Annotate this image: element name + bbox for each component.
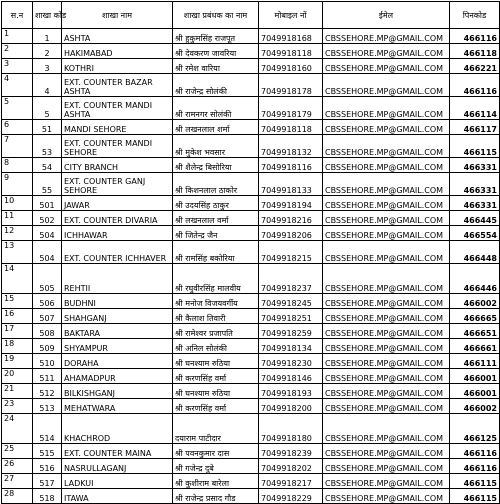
pincode-cell: 466331 [450, 158, 500, 173]
branch-code-cell: 505 [33, 264, 62, 294]
sn-cell: 25 [2, 444, 33, 459]
branch-code-cell: 2 [33, 44, 62, 59]
branch-name-cell: SHAHGANJ [62, 309, 173, 324]
mobile-cell: 7049918259 [259, 324, 323, 339]
mobile-cell: 7049918216 [259, 211, 323, 226]
email-cell: CBSSEHORE.MP@GMAIL.COM [323, 384, 450, 399]
email-cell: CBSSEHORE.MP@GMAIL.COM [323, 444, 450, 459]
branch-name-cell: DORAHA [62, 354, 173, 369]
pincode-cell: 466445 [450, 211, 500, 226]
mobile-cell: 7049918237 [259, 264, 323, 294]
manager-name-cell: श्री मनोज विजयवर्गीय [173, 294, 259, 309]
mobile-cell: 7049918230 [259, 354, 323, 369]
sn-cell: 7 [2, 135, 33, 158]
manager-name-cell: दयाराम पाटीदार [173, 414, 259, 444]
email-cell: CBSSEHORE.MP@GMAIL.COM [323, 241, 450, 264]
pincode-cell: 466331 [450, 196, 500, 211]
branch-code-cell: 51 [33, 120, 62, 135]
email-cell: CBSSEHORE.MP@GMAIL.COM [323, 264, 450, 294]
email-cell: CBSSEHORE.MP@GMAIL.COM [323, 354, 450, 369]
branch-code-cell: 1 [33, 29, 62, 44]
table-row [2, 384, 500, 399]
manager-name-cell: श्री पवनकुमार दास [173, 444, 259, 459]
header-code: शाखा कोड [33, 2, 62, 29]
pincode-cell: 466111 [450, 354, 500, 369]
sn-cell: 3 [2, 59, 33, 74]
branch-code-cell: 513 [33, 399, 62, 414]
pincode-cell: 466002 [450, 399, 500, 414]
branch-code-cell: 502 [33, 211, 62, 226]
email-cell: CBSSEHORE.MP@GMAIL.COM [323, 196, 450, 211]
manager-name-cell: श्री उदयसिंह ठाकुर [173, 196, 259, 211]
branch-code-cell: 55 [33, 173, 62, 196]
email-cell: CBSSEHORE.MP@GMAIL.COM [323, 459, 450, 474]
sn-cell: 28 [2, 489, 33, 504]
branch-name-cell: ASHTA [62, 29, 173, 44]
manager-name-cell: श्री करणसिंह वर्मा [173, 399, 259, 414]
branch-name-cell: KOTHRI [62, 59, 173, 74]
branch-name-cell: LADKUI [62, 474, 173, 489]
header-manager: शाखा प्रबंधक का नाम [173, 2, 259, 29]
branch-name-cell: EXT. COUNTER MANDI SEHORE [62, 135, 173, 158]
table-row [2, 309, 500, 324]
mobile-cell: 7049918202 [259, 459, 323, 474]
sn-cell: 24 [2, 414, 33, 444]
manager-name-cell: श्री गजेन्द्र दुबे [173, 459, 259, 474]
table-row [2, 324, 500, 339]
mobile-cell: 7049918245 [259, 294, 323, 309]
header-mobile: मोबाइल नों [259, 2, 323, 29]
mobile-cell: 7049918217 [259, 474, 323, 489]
table-row [2, 294, 500, 309]
table-body [2, 29, 500, 504]
email-cell: CBSSEHORE.MP@GMAIL.COM [323, 74, 450, 97]
branch-name-cell: SHYAMPUR [62, 339, 173, 354]
branch-name-cell: HAKIMABAD [62, 44, 173, 59]
sn-cell: 4 [2, 74, 33, 97]
branch-name-cell: CITY BRANCH [62, 158, 173, 173]
sn-cell: 8 [2, 158, 33, 173]
branch-name-cell: AHAMADPUR [62, 369, 173, 384]
mobile-cell: 7049918132 [259, 135, 323, 158]
table-row [2, 196, 500, 211]
table-row [2, 211, 500, 226]
manager-name-cell: श्री रामेश्वर प्रजापति [173, 324, 259, 339]
branch-name-cell: ITAWA [62, 489, 173, 504]
table-row [2, 414, 500, 444]
sn-cell: 11 [2, 211, 33, 226]
table-row [2, 29, 500, 44]
mobile-cell: 7049918178 [259, 74, 323, 97]
pincode-cell: 466118 [450, 44, 500, 59]
header-email: ईमेल [323, 2, 450, 29]
table-row [2, 354, 500, 369]
pincode-cell: 466661 [450, 339, 500, 354]
header-row [2, 2, 500, 29]
branch-code-cell: 517 [33, 474, 62, 489]
branch-code-cell: 4 [33, 74, 62, 97]
table-row [2, 44, 500, 59]
branch-name-cell: BAKTARA [62, 324, 173, 339]
sn-cell: 6 [2, 120, 33, 135]
header-name: शाखा नाम [62, 2, 173, 29]
pincode-cell: 466125 [450, 414, 500, 444]
email-cell: CBSSEHORE.MP@GMAIL.COM [323, 489, 450, 504]
manager-name-cell: श्री घनश्याम रुठिया [173, 354, 259, 369]
manager-name-cell: श्री लखनलाल वर्मा [173, 211, 259, 226]
branch-name-cell: MANDI SEHORE [62, 120, 173, 135]
manager-name-cell: श्री राजेन्द्र सोलंकी [173, 74, 259, 97]
branch-name-cell: MEHATWARA [62, 399, 173, 414]
manager-name-cell: श्री लखनलाल शर्मा [173, 120, 259, 135]
table-row [2, 339, 500, 354]
branch-name-cell: ICHHAWAR [62, 226, 173, 241]
branch-table [1, 1, 500, 504]
mobile-cell: 7049918179 [259, 97, 323, 120]
sn-cell: 19 [2, 354, 33, 369]
manager-name-cell: श्री जितेन्द्र जैन [173, 226, 259, 241]
email-cell: CBSSEHORE.MP@GMAIL.COM [323, 173, 450, 196]
pincode-cell: 466117 [450, 120, 500, 135]
manager-name-cell: श्री रामनगर सोलंकी [173, 97, 259, 120]
mobile-cell: 7049918133 [259, 173, 323, 196]
table-row [2, 369, 500, 384]
table-row [2, 135, 500, 158]
pincode-cell: 466331 [450, 173, 500, 196]
manager-name-cell: श्री राजेन्द्र प्रसाद गौड [173, 489, 259, 504]
sn-cell: 17 [2, 324, 33, 339]
pincode-cell: 466114 [450, 97, 500, 120]
pincode-cell: 466116 [450, 459, 500, 474]
manager-name-cell: श्री कुशीराम बारेला [173, 474, 259, 489]
email-cell: CBSSEHORE.MP@GMAIL.COM [323, 44, 450, 59]
email-cell: CBSSEHORE.MP@GMAIL.COM [323, 59, 450, 74]
branch-code-cell: 54 [33, 158, 62, 173]
branch-code-cell: 5 [33, 97, 62, 120]
table-row [2, 74, 500, 97]
branch-name-cell: BILKISHGANJ [62, 384, 173, 399]
manager-name-cell: श्री रामसिंह बकोरिया [173, 241, 259, 264]
sn-cell: 16 [2, 309, 33, 324]
sn-cell: 21 [2, 384, 33, 399]
pincode-cell: 466116 [450, 444, 500, 459]
pincode-cell: 466554 [450, 226, 500, 241]
branch-code-cell: 507 [33, 309, 62, 324]
pincode-cell: 466001 [450, 369, 500, 384]
table-row [2, 399, 500, 414]
mobile-cell: 7049918239 [259, 444, 323, 459]
manager-name-cell: श्री घनश्याम रुठिया [173, 384, 259, 399]
branch-code-cell: 504 [33, 241, 62, 264]
branch-name-cell: EXT. COUNTER MANDI ASHTA [62, 97, 173, 120]
branch-code-cell: 515 [33, 444, 62, 459]
sn-cell: 13 [2, 241, 33, 264]
branch-name-cell: KHACHROD [62, 414, 173, 444]
sn-cell: 27 [2, 474, 33, 489]
mobile-cell: 7049918193 [259, 384, 323, 399]
sn-cell: 26 [2, 459, 33, 474]
pincode-cell: 466116 [450, 74, 500, 97]
mobile-cell: 7049918180 [259, 414, 323, 444]
email-cell: CBSSEHORE.MP@GMAIL.COM [323, 324, 450, 339]
mobile-cell: 7049918200 [259, 399, 323, 414]
pincode-cell: 466116 [450, 29, 500, 44]
pincode-cell: 466115 [450, 474, 500, 489]
table-row [2, 264, 500, 294]
branch-code-cell: 501 [33, 196, 62, 211]
mobile-cell: 7049918146 [259, 369, 323, 384]
pincode-cell: 466115 [450, 489, 500, 504]
header-pincode: पिनकोड [450, 2, 500, 29]
email-cell: CBSSEHORE.MP@GMAIL.COM [323, 309, 450, 324]
pincode-cell: 466002 [450, 294, 500, 309]
branch-code-cell: 509 [33, 339, 62, 354]
mobile-cell: 7049918206 [259, 226, 323, 241]
email-cell: CBSSEHORE.MP@GMAIL.COM [323, 97, 450, 120]
table-row [2, 158, 500, 173]
branch-code-cell: 53 [33, 135, 62, 158]
table-row [2, 120, 500, 135]
branch-code-cell: 518 [33, 489, 62, 504]
table-row [2, 241, 500, 264]
manager-name-cell: श्री देवकरण जावरिया [173, 44, 259, 59]
pincode-cell: 466448 [450, 241, 500, 264]
branch-code-cell: 516 [33, 459, 62, 474]
table-row [2, 489, 500, 504]
email-cell: CBSSEHORE.MP@GMAIL.COM [323, 135, 450, 158]
manager-name-cell: श्री अनिल सोलंकी [173, 339, 259, 354]
branch-name-cell: REHTII [62, 264, 173, 294]
sn-cell: 2 [2, 44, 33, 59]
sn-cell: 18 [2, 339, 33, 354]
branch-name-cell: EXT. COUNTER DIVARIA [62, 211, 173, 226]
sn-cell: 9 [2, 173, 33, 196]
email-cell: CBSSEHORE.MP@GMAIL.COM [323, 339, 450, 354]
mobile-cell: 7049918116 [259, 158, 323, 173]
mobile-cell: 7049918251 [259, 309, 323, 324]
manager-name-cell: श्री किशनलाल ठाकोर [173, 173, 259, 196]
sn-cell: 12 [2, 226, 33, 241]
sn-cell: 15 [2, 294, 33, 309]
branch-name-cell: NASRULLAGANJ [62, 459, 173, 474]
manager-name-cell: श्री कैलाश तिवारी [173, 309, 259, 324]
mobile-cell: 7049918160 [259, 59, 323, 74]
branch-code-cell: 510 [33, 354, 62, 369]
branch-name-cell: EXT. COUNTER ICHHAVER [62, 241, 173, 264]
table-row [2, 173, 500, 196]
mobile-cell: 7049918194 [259, 196, 323, 211]
header-sn: स.न [2, 2, 33, 29]
sn-cell: 5 [2, 97, 33, 120]
branch-code-cell: 512 [33, 384, 62, 399]
pincode-cell: 466651 [450, 324, 500, 339]
branch-name-cell: EXT. COUNTER BAZAR ASHTA [62, 74, 173, 97]
branch-name-cell: EXT. COUNTER MAINA [62, 444, 173, 459]
manager-name-cell: श्री हुकुमसिंह राजपूत [173, 29, 259, 44]
manager-name-cell: श्री शैलेन्द्र बिसोरिया [173, 158, 259, 173]
mobile-cell: 7049918229 [259, 489, 323, 504]
branch-code-cell: 506 [33, 294, 62, 309]
sn-cell: 20 [2, 369, 33, 384]
email-cell: CBSSEHORE.MP@GMAIL.COM [323, 369, 450, 384]
email-cell: CBSSEHORE.MP@GMAIL.COM [323, 399, 450, 414]
branch-code-cell: 508 [33, 324, 62, 339]
email-cell: CBSSEHORE.MP@GMAIL.COM [323, 474, 450, 489]
branch-name-cell: JAWAR [62, 196, 173, 211]
mobile-cell: 7049918118 [259, 120, 323, 135]
sn-cell: 14 [2, 264, 33, 294]
branch-code-cell: 511 [33, 369, 62, 384]
table-row [2, 59, 500, 74]
sn-cell: 1 [2, 29, 33, 44]
mobile-cell: 7049918168 [259, 29, 323, 44]
table-row [2, 97, 500, 120]
table-row [2, 226, 500, 241]
email-cell: CBSSEHORE.MP@GMAIL.COM [323, 158, 450, 173]
pincode-cell: 466221 [450, 59, 500, 74]
branch-code-cell: 504 [33, 226, 62, 241]
table-row [2, 474, 500, 489]
table-row [2, 444, 500, 459]
manager-name-cell: श्री रघुवीरसिंह मालवीय [173, 264, 259, 294]
manager-name-cell: श्री रमेश वारिया [173, 59, 259, 74]
mobile-cell: 7049918215 [259, 241, 323, 264]
email-cell: CBSSEHORE.MP@GMAIL.COM [323, 226, 450, 241]
email-cell: CBSSEHORE.MP@GMAIL.COM [323, 120, 450, 135]
mobile-cell: 7049918134 [259, 339, 323, 354]
email-cell: CBSSEHORE.MP@GMAIL.COM [323, 211, 450, 226]
mobile-cell: 7049918118 [259, 44, 323, 59]
pincode-cell: 466446 [450, 264, 500, 294]
pincode-cell: 466115 [450, 135, 500, 158]
pincode-cell: 466665 [450, 309, 500, 324]
branch-name-cell: EXT. COUNTER GANJ SEHORE [62, 173, 173, 196]
email-cell: CBSSEHORE.MP@GMAIL.COM [323, 294, 450, 309]
manager-name-cell: श्री करणसिंह वर्मा [173, 369, 259, 384]
sn-cell: 23 [2, 399, 33, 414]
branch-name-cell: BUDHNI [62, 294, 173, 309]
sn-cell: 10 [2, 196, 33, 211]
branch-code-cell: 3 [33, 59, 62, 74]
pincode-cell: 466001 [450, 384, 500, 399]
branch-code-cell: 514 [33, 414, 62, 444]
email-cell: CBSSEHORE.MP@GMAIL.COM [323, 414, 450, 444]
table-row [2, 459, 500, 474]
email-cell: CBSSEHORE.MP@GMAIL.COM [323, 29, 450, 44]
manager-name-cell: श्री मुकेश भवसार [173, 135, 259, 158]
